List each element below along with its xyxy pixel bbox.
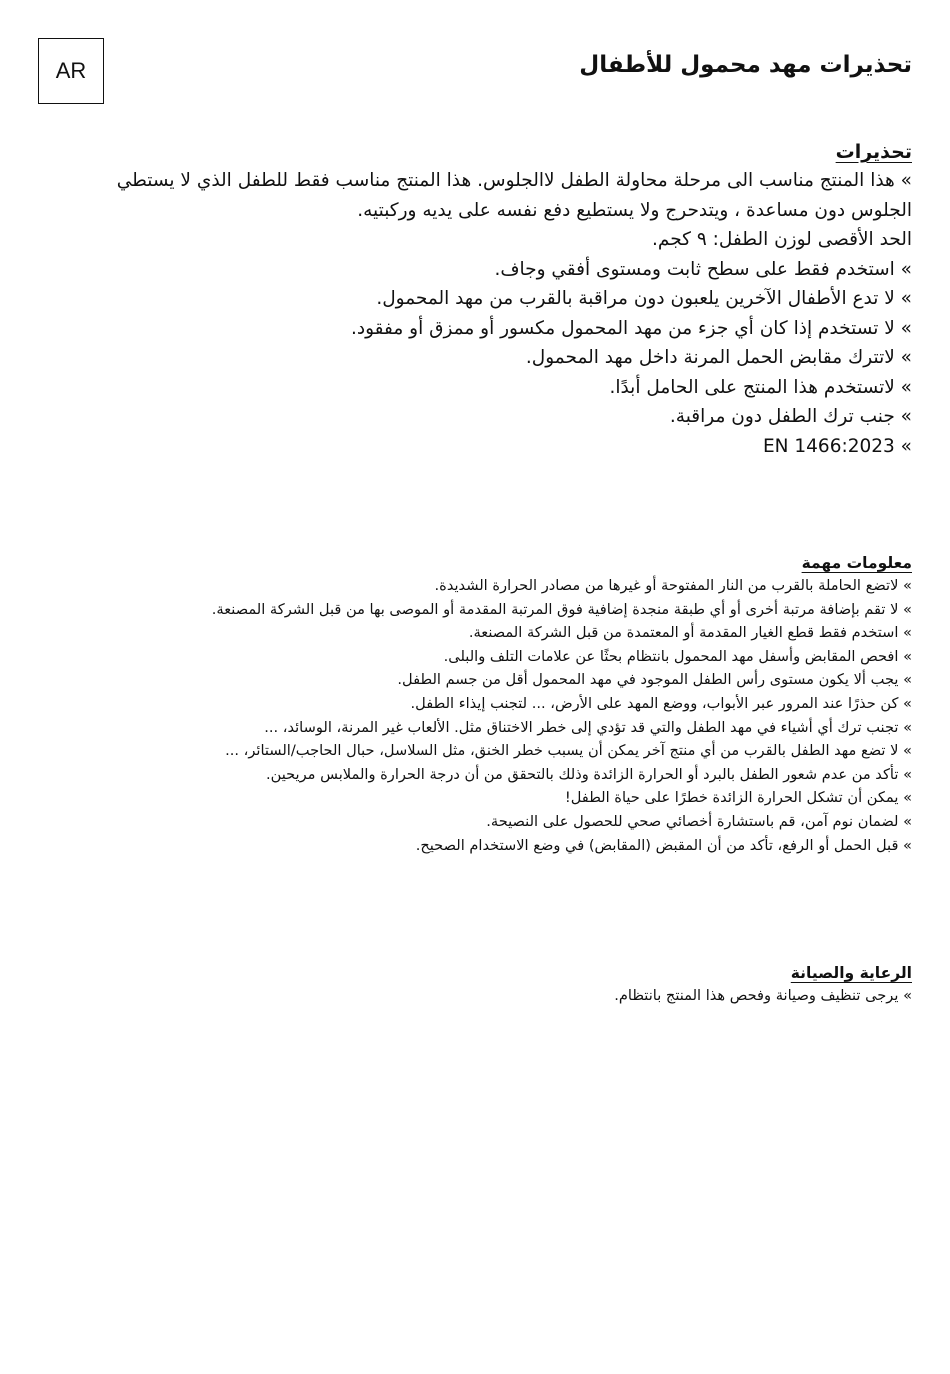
- important-item: » يجب ألا يكون مستوى رأس الطفل الموجود في مهد المحمول أقل من جسم الطفل.: [397, 671, 912, 689]
- important-info-heading: معلومات مهمة: [801, 554, 912, 572]
- language-code: AR: [55, 58, 87, 83]
- important-item: » لا تضع مهد الطفل بالقرب من أي منتج آخر يمكن أن يسبب خطر الخنق، مثل السلاسل، حبال الحاجب/الستائر، ...: [225, 742, 912, 760]
- document-title: تحذيرات مهد محمول للأطفال: [579, 52, 912, 78]
- warnings-section: [72, 138, 912, 461]
- important-item: » لا تقم بإضافة مرتبة أخرى أو أي طبقة منجدة إضافية فوق المرتبة المقدمة أو الموصى بها من قبل الشركة المصنعة.: [211, 600, 912, 618]
- warning-item: » لاتترك مقابض الحمل المرنة داخل مهد المحمول.: [525, 347, 912, 368]
- warning-item: » لاتستخدم هذا المنتج على الحامل أبدًا.: [609, 376, 912, 398]
- care-heading: الرعاية والصيانة: [790, 964, 912, 982]
- important-item: » تأكد من عدم شعور الطفل بالبرد أو الحرارة الزائدة وذلك بالتحقق من أن درجة الحرارة والملابس مريحين.: [265, 765, 912, 783]
- care-item: » يرجى تنظيف وصيانة وفحص هذا المنتج بانتظام.: [614, 987, 912, 1004]
- important-item: » افحص المقابض وأسفل مهد المحمول بانتظام بحثًا عن علامات التلف والبلى.: [443, 647, 912, 665]
- important-item: » استخدم فقط قطع الغيار المقدمة أو المعتمدة من قبل الشركة المصنعة.: [468, 624, 912, 642]
- care-section: [72, 962, 912, 1008]
- important-item: » قبل الحمل أو الرفع، تأكد من أن المقبض (المقابض) في وضع الاستخدام الصحيح.: [415, 836, 912, 854]
- important-item: » تجنب ترك أي أشياء في مهد الطفل والتي قد تؤدي إلى خطر الاختناق مثل. الألعاب غير المرنة، الوسائد، ...: [264, 718, 912, 736]
- important-item: » يمكن أن تشكل الحرارة الزائدة خطرًا على حياة الطفل!: [564, 789, 912, 807]
- warning-item-standard: » EN 1466:2023: [762, 435, 912, 457]
- important-info-section: [32, 552, 912, 857]
- important-item: » لاتضع الحاملة بالقرب من النار المفتوحة أو غيرها من مصادر الحرارة الشديدة.: [434, 577, 912, 594]
- warning-item: » لا تدع الأطفال الآخرين يلعبون دون مراقبة بالقرب من مهد المحمول.: [376, 288, 912, 309]
- important-item: » كن حذرًا عند المرور عبر الأبواب، ووضع المهد على الأرض، ... لتجنب إيذاء الطفل.: [410, 694, 912, 712]
- warning-item: » جنب ترك الطفل دون مراقبة.: [669, 406, 912, 427]
- warnings-max-weight: الحد الأقصى لوزن الطفل: ٩ كجم.: [652, 229, 912, 250]
- warning-item: » استخدم فقط على سطح ثابت ومستوى أفقي وجاف.: [494, 258, 912, 280]
- language-badge: [38, 38, 104, 104]
- important-item: » لضمان نوم آمن، قم باستشارة أخصائي صحي للحصول على النصيحة.: [486, 812, 912, 830]
- warnings-heading: تحذيرات: [835, 141, 912, 163]
- warnings-intro: » هذا المنتج مناسب الى مرحلة محاولة الطفل لاالجلوس. هذا المنتج مناسب فقط للطفل الذي لا يستطي الجلوس دون مساعدة ، ويتدحرج ولا يستطيع دفع نفسه على يديه وركبتيه.: [116, 170, 912, 221]
- warning-item: » لا تستخدم إذا كان أي جزء من مهد المحمول مكسور أو ممزق أو مفقود.: [350, 317, 912, 339]
